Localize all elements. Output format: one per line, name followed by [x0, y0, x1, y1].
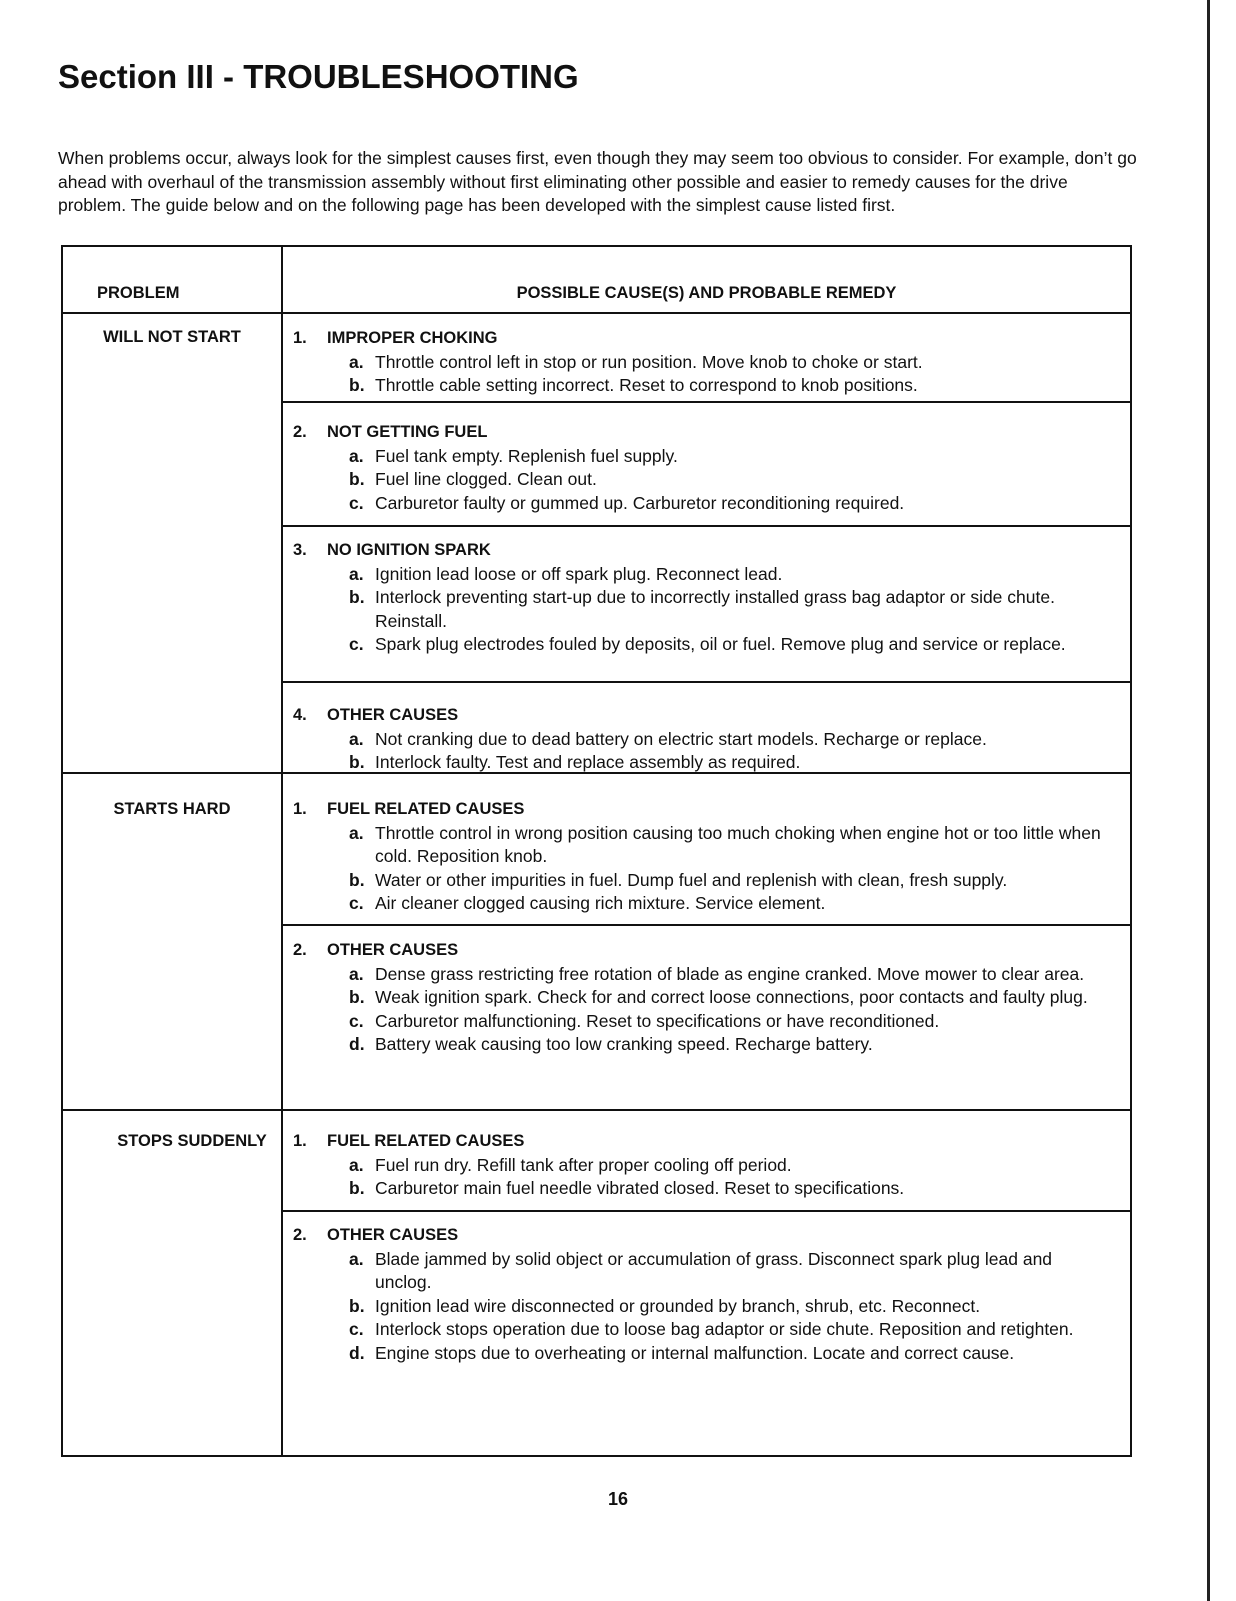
remedy-text: Fuel run dry. Refill tank after proper cooling off period. [375, 1154, 792, 1175]
cause-heading [293, 1224, 1110, 1248]
remedy-letter: c. [349, 893, 364, 913]
cause-number: 2. [293, 941, 307, 959]
remedy-item [293, 374, 1110, 398]
remedy-item [293, 869, 1110, 893]
remedy-text: Interlock preventing start-up due to incorrectly installed grass bag adaptor or side chute. Reinstall. [375, 587, 1055, 631]
remedy-text: Throttle cable setting incorrect. Reset to correspond to knob positions. [375, 375, 918, 395]
remedy-item [293, 728, 1110, 752]
cause-heading [293, 1130, 1110, 1154]
cause-heading [293, 939, 1110, 963]
cause-heading [293, 704, 1110, 728]
remedy-text: Ignition lead wire disconnected or grounded by branch, shrub, etc. Reconnect. [375, 1295, 981, 1316]
cause-heading [293, 327, 1110, 351]
remedy-letter: b. [349, 469, 365, 489]
remedy-text: Throttle control in wrong position causing too much choking when engine hot or too little when cold. Reposition knob. [375, 822, 1101, 866]
cause-title: OTHER CAUSES [327, 706, 459, 724]
remedy-item [293, 1154, 1110, 1178]
remedy-text: Weak ignition spark. Check for and correct loose connections, poor contacts and faulty plug. [375, 987, 1088, 1007]
column-divider [281, 247, 283, 1455]
remedy-letter: a. [349, 822, 364, 843]
scan-edge-shadow [1207, 0, 1210, 1601]
remedy-letter: a. [349, 963, 364, 984]
remedy-text: Ignition lead loose or off spark plug. Reconnect lead. [375, 563, 783, 584]
cause-number: 1. [293, 1132, 307, 1150]
remedy-letter: c. [349, 634, 364, 654]
problem-starts-hard: STARTS HARD [113, 800, 231, 818]
remedy-letter: b. [349, 987, 365, 1007]
remedy-item [293, 892, 1110, 916]
cause-separator [281, 525, 1130, 527]
problem-will-not-start: WILL NOT START [103, 328, 241, 346]
remedy-letter: a. [349, 351, 364, 372]
intro-paragraph: When problems occur, always look for the simplest causes first, even though they may seem too obvious to consider. For example, don’t go ahead with overhaul of the transmission assembly without first eliminating other possible and easier to remedy causes for the drive problem. The guide below and on the following page has been developed with the simplest cause listed first. [58, 148, 1137, 215]
remedy-letter: b. [349, 752, 365, 772]
remedy-letter: a. [349, 728, 364, 749]
page-number: 16 [607, 1489, 629, 1509]
remedy-letter: d. [349, 1034, 365, 1054]
remedy-item [293, 963, 1110, 987]
remedy-letter: b. [349, 1295, 365, 1316]
remedy-letter: c. [349, 1010, 364, 1031]
remedy-letter: a. [349, 563, 364, 584]
remedy-text: Carburetor malfunctioning. Reset to specifications or have reconditioned. [375, 1010, 940, 1031]
troubleshooting-table [61, 245, 1132, 1457]
cause-block [293, 421, 1110, 515]
cause-number: 1. [293, 329, 307, 347]
remedy-text: Carburetor faulty or gummed up. Carburetor reconditioning required. [375, 492, 905, 513]
cause-title: IMPROPER CHOKING [327, 329, 498, 347]
remedy-text: Blade jammed by solid object or accumulation of grass. Disconnect spark plug lead and unclog. [375, 1248, 1053, 1292]
remedy-item [293, 1248, 1110, 1295]
cause-heading [293, 421, 1110, 445]
cause-heading [293, 798, 1110, 822]
remedy-text: Throttle control left in stop or run position. Move knob to choke or start. [375, 351, 923, 372]
problem-stops-suddenly: STOPS SUDDENLY [117, 1132, 267, 1150]
cause-number: 4. [293, 706, 307, 724]
cause-block [293, 704, 1110, 775]
remedy-text: Air cleaner clogged causing rich mixture. Service element. [375, 893, 826, 913]
cause-number: 2. [293, 1226, 307, 1244]
cause-number: 1. [293, 800, 307, 818]
remedy-item [293, 1318, 1110, 1342]
cause-block [293, 327, 1110, 398]
cause-separator [281, 681, 1130, 683]
remedy-text: Spark plug electrodes fouled by deposits, oil or fuel. Remove plug and service or replace. [375, 634, 1066, 654]
remedy-item [293, 492, 1110, 516]
remedy-item [293, 986, 1110, 1010]
remedy-item [293, 633, 1110, 657]
remedy-item [293, 586, 1110, 633]
remedy-text: Carburetor main fuel needle vibrated closed. Reset to specifications. [375, 1178, 905, 1198]
cause-block [293, 1130, 1110, 1201]
remedy-letter: b. [349, 1178, 365, 1198]
remedy-item [293, 1010, 1110, 1034]
cause-title: NO IGNITION SPARK [327, 541, 491, 559]
remedy-item [293, 1177, 1110, 1201]
remedy-text: Engine stops due to overheating or internal malfunction. Locate and correct cause. [375, 1342, 1015, 1363]
remedy-text: Fuel line clogged. Clean out. [375, 469, 597, 489]
remedy-letter: c. [349, 1319, 364, 1339]
cause-block [293, 1224, 1110, 1365]
remedy-item [293, 563, 1110, 587]
remedy-letter: c. [349, 492, 364, 513]
cause-separator [281, 401, 1130, 403]
remedy-letter: d. [349, 1342, 365, 1363]
remedy-text: Fuel tank empty. Replenish fuel supply. [375, 445, 678, 466]
cause-block [293, 798, 1110, 916]
remedy-item [293, 351, 1110, 375]
cause-title: FUEL RELATED CAUSES [327, 800, 525, 818]
header-remedy: POSSIBLE CAUSE(S) AND PROBABLE REMEDY [516, 284, 897, 302]
remedy-text: Interlock stops operation due to loose bag adaptor or side chute. Reposition and retighten. [375, 1319, 1074, 1339]
remedy-letter: a. [349, 1248, 364, 1269]
remedy-item [293, 468, 1110, 492]
cause-separator [281, 1210, 1130, 1212]
cause-number: 2. [293, 423, 307, 441]
remedy-letter: b. [349, 869, 365, 890]
cause-title: NOT GETTING FUEL [327, 423, 488, 441]
problem-separator [63, 1109, 1130, 1111]
remedy-item [293, 1033, 1110, 1057]
remedy-letter: a. [349, 1154, 364, 1175]
remedy-letter: a. [349, 445, 364, 466]
remedy-letter: b. [349, 375, 365, 395]
cause-title: FUEL RELATED CAUSES [327, 1132, 525, 1150]
cause-block [293, 539, 1110, 657]
remedy-letter: b. [349, 587, 365, 607]
page-title: Section III - TROUBLESHOOTING [58, 58, 579, 95]
remedy-item [293, 822, 1110, 869]
remedy-item [293, 1342, 1110, 1366]
remedy-text: Dense grass restricting free rotation of blade as engine cranked. Move mower to clear area. [375, 963, 1085, 984]
remedy-item [293, 445, 1110, 469]
cause-separator [281, 924, 1130, 926]
cause-number: 3. [293, 541, 307, 559]
cause-title: OTHER CAUSES [327, 1226, 459, 1244]
remedy-text: Water or other impurities in fuel. Dump fuel and replenish with clean, fresh supply. [375, 869, 1008, 890]
cause-block [293, 939, 1110, 1057]
header-rule [63, 312, 1130, 314]
remedy-item [293, 751, 1110, 775]
remedy-item [293, 1295, 1110, 1319]
remedy-text: Interlock faulty. Test and replace assembly as required. [375, 752, 801, 772]
remedy-text: Not cranking due to dead battery on electric start models. Recharge or replace. [375, 728, 987, 749]
cause-title: OTHER CAUSES [327, 941, 459, 959]
cause-heading [293, 539, 1110, 563]
remedy-text: Battery weak causing too low cranking speed. Recharge battery. [375, 1034, 873, 1054]
header-problem: PROBLEM [97, 284, 180, 302]
